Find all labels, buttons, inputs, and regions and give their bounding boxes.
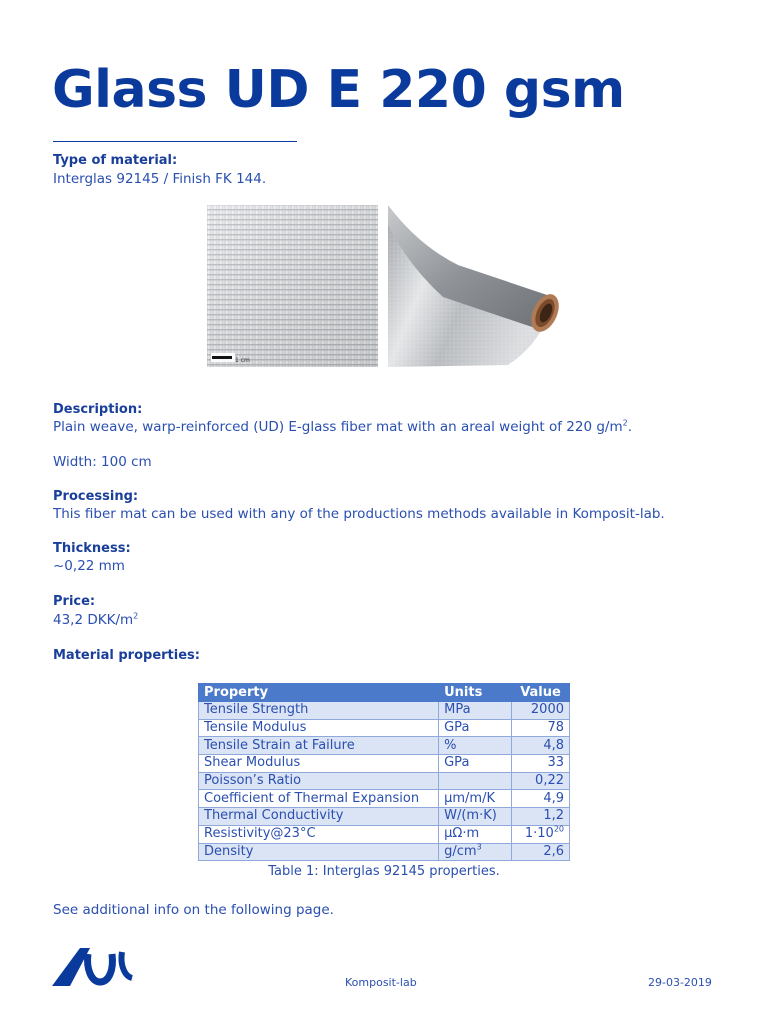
property-cell: Tensile Strength (199, 702, 439, 720)
value-cell: 33 (512, 755, 570, 773)
property-cell: Resistivity@23°C (199, 825, 439, 843)
property-cell: Thermal Conductivity (199, 808, 439, 826)
footer-date: 29-03-2019 (648, 976, 712, 989)
au-logo-icon (52, 946, 138, 988)
value-text: 1·10 (524, 826, 554, 842)
table-caption: Table 1: Interglas 92145 properties. (268, 864, 500, 879)
header-property: Property (199, 684, 439, 702)
value-cell: 2000 (512, 702, 570, 720)
property-cell: Density (199, 843, 439, 861)
table-header-row (199, 684, 570, 702)
value-cell (512, 825, 570, 843)
price-value (53, 612, 138, 628)
fabric-roll-photo (388, 205, 563, 367)
description-value (53, 419, 632, 435)
table-row (199, 772, 570, 790)
processing-label: Processing: (53, 489, 139, 504)
type-of-material-label: Type of material: (53, 153, 178, 168)
value-superscript: 20 (553, 824, 564, 834)
value-cell: 78 (512, 719, 570, 737)
header-units: Units (439, 684, 512, 702)
price-text: 43,2 DKK/m (53, 612, 134, 628)
description-label: Description: (53, 402, 143, 417)
description-superscript: 2 (622, 418, 628, 428)
units-cell: μΩ·m (439, 825, 512, 843)
material-properties-label: Material properties: (53, 648, 200, 663)
description-period: . (627, 419, 632, 435)
scale-bar-label: 1 cm (235, 357, 250, 364)
units-superscript: 3 (476, 842, 482, 852)
units-text: g/cm (444, 843, 477, 859)
units-cell (439, 843, 512, 861)
thickness-label: Thickness: (53, 541, 131, 556)
description-text: Plain weave, warp-reinforced (UD) E-glass fiber mat with an areal weight of 220 g/m (53, 419, 623, 435)
value-cell: 1,2 (512, 808, 570, 826)
fabric-weave-photo (207, 205, 378, 367)
footer-center-text: Komposit-lab (345, 976, 417, 989)
units-cell: % (439, 737, 512, 755)
page-title: Glass UD E 220 gsm (52, 60, 625, 120)
table-row (199, 719, 570, 737)
price-superscript: 2 (133, 611, 139, 621)
property-cell: Tensile Strain at Failure (199, 737, 439, 755)
header-value: Value (512, 684, 570, 702)
type-of-material-value: Interglas 92145 / Finish FK 144. (53, 171, 267, 187)
value-cell: 2,6 (512, 843, 570, 861)
units-cell: GPa (439, 755, 512, 773)
width-value: Width: 100 cm (53, 454, 152, 470)
table-row (199, 790, 570, 808)
table-row (199, 843, 570, 861)
table-row (199, 755, 570, 773)
property-cell: Tensile Modulus (199, 719, 439, 737)
units-cell: W/(m·K) (439, 808, 512, 826)
value-cell: 4,8 (512, 737, 570, 755)
units-cell: μm/m/K (439, 790, 512, 808)
units-cell (439, 772, 512, 790)
additional-info-text: See additional info on the following page. (53, 902, 334, 918)
title-underline (53, 141, 297, 142)
property-cell: Poisson’s Ratio (199, 772, 439, 790)
property-cell: Coefficient of Thermal Expansion (199, 790, 439, 808)
processing-value: This fiber mat can be used with any of the productions methods available in Komposit-lab. (53, 506, 665, 522)
thickness-value: ~0,22 mm (53, 558, 125, 574)
table-row (199, 702, 570, 720)
properties-table (198, 683, 570, 861)
table-row (199, 808, 570, 826)
value-cell: 0,22 (512, 772, 570, 790)
value-cell: 4,9 (512, 790, 570, 808)
units-cell: GPa (439, 719, 512, 737)
price-label: Price: (53, 594, 96, 609)
units-cell: MPa (439, 702, 512, 720)
property-cell: Shear Modulus (199, 755, 439, 773)
table-row (199, 737, 570, 755)
table-row (199, 825, 570, 843)
